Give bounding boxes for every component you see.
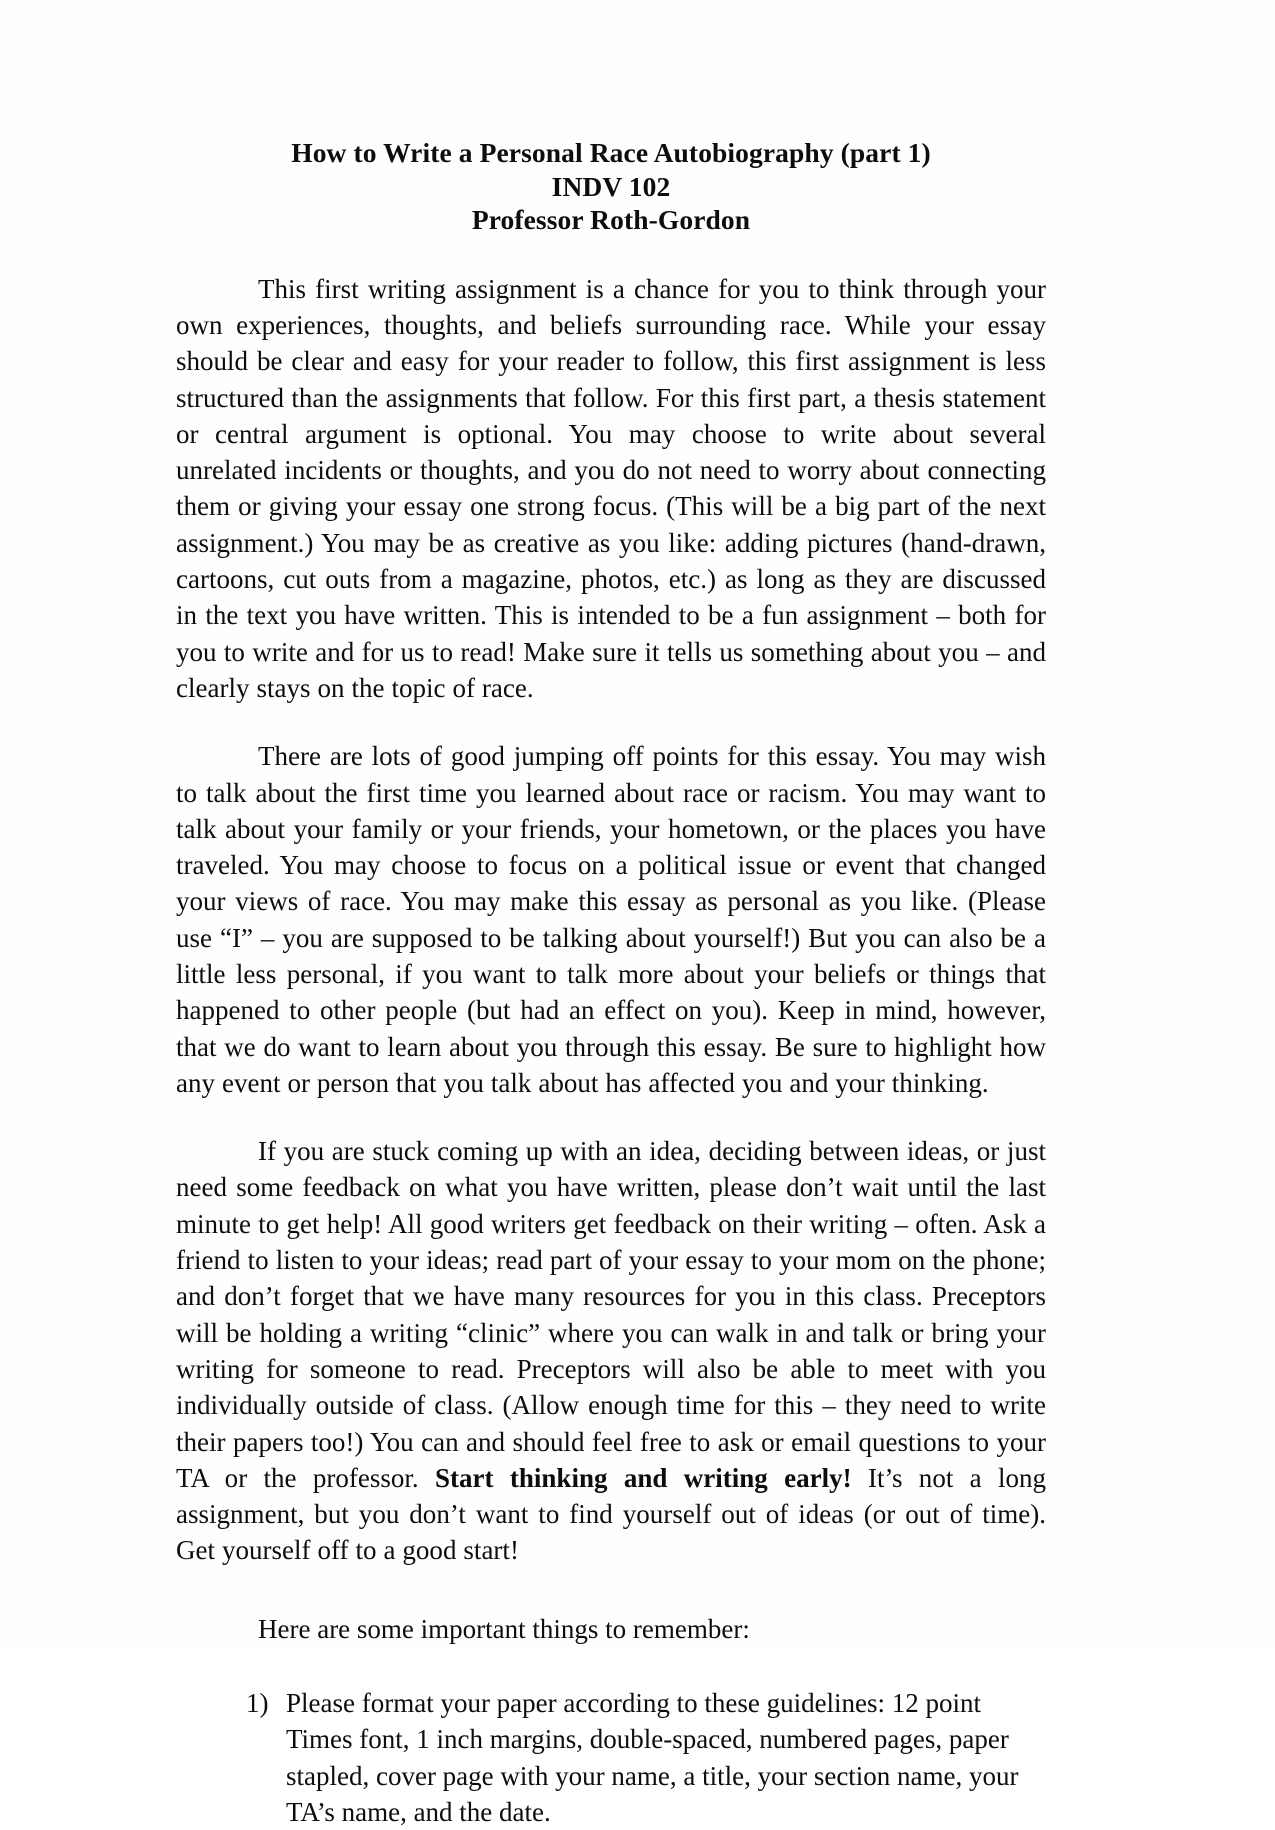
paragraph-1: This first writing assignment is a chance for you to think through your own experiences, thoughts, and beliefs surrounding race. While your essay should be clear and easy for your reader to follow, this first assignment is less structured than the assignments that follow. For this first part, a thesis statement or central argument is optional. You may choose to write about several unrelated incidents or thoughts, and you do not need to worry about connecting them or giving your essay one strong focus. (This will be a big part of the next assignment.) You may be as creative as you like: adding pictures (hand-drawn, cartoons, cut outs from a magazine, photos, etc.) as long as they are discussed in the text you have written. This is intended to be a fun assignment – both for you to write and for us to read! Make sure it tells us something about you – and clearly stays on the topic of race.: [176, 273, 1046, 703]
document-header: [176, 136, 1046, 237]
paragraph-2: There are lots of good jumping off points for this essay. You may wish to talk about the first time you learned about race or racism. You may want to talk about your family or your friends, your hometown, or the places you have traveled. You may choose to focus on a political issue or event that changed your views of race. You may make this essay as personal as you like. (Please use “I” – you are supposed to be talking about yourself!) But you can also be a little less personal, if you want to talk more about your beliefs or things that happened to other people (but had an effect on you). Keep in mind, however, that we do want to learn about you through this essay. Be sure to highlight how any event or person that you talk about has affected you and your thinking.: [176, 741, 1046, 1098]
document-body: [176, 136, 1046, 1830]
paragraph-3: [176, 1133, 1046, 1569]
paragraph-3-after-bold: It’s not a long assignment, but you don’t want to find yourself out of ideas (or out of time). Get yourself off to a good start!: [176, 1462, 1047, 1566]
leadin-list-spacer: [176, 1647, 1046, 1685]
paragraph-3-bold-emphasis: Start thinking and writing early!: [435, 1462, 852, 1493]
paragraph-3-before-bold: If you are stuck coming up with an idea, deciding between ideas, or just need some feedback on what you have written, please don’t wait until the last minute to get help! All good writers get feedback on their writing – often. Ask a friend to listen to your ideas; read part of your essay to your mom on the phone; and don’t forget that we have many resources for you in this class. Preceptors will be holding a writing “clinic” where you can walk in and talk or bring your writing for someone to read. Preceptors will also be able to meet with you individually outside of class. (Allow enough time for this – they need to write their papers too!) You can and should feel free to ask or email questions to your TA or the professor.: [176, 1136, 1046, 1493]
header-body-spacer: [176, 237, 1046, 271]
header-course-line: INDV 102: [551, 170, 671, 202]
header-title-line: How to Write a Personal Race Autobiography (part 1): [291, 137, 931, 168]
list-item: [176, 1685, 1046, 1830]
reminders-lead-in: Here are some important things to remember:: [258, 1613, 750, 1644]
paragraph-leadin-spacer: [176, 1569, 1046, 1611]
reminders-list: [176, 1685, 1046, 1830]
list-item-marker: 1): [246, 1688, 269, 1719]
header-professor-line: Professor Roth-Gordon: [471, 204, 751, 236]
list-item-text: Please format your paper according to these guidelines: 12 point Times font, 1 inch margins, double-spaced, numbered pages, paper stapled, cover page with your name, a title, your section name, your TA’s name, and the date.: [286, 1688, 1019, 1827]
